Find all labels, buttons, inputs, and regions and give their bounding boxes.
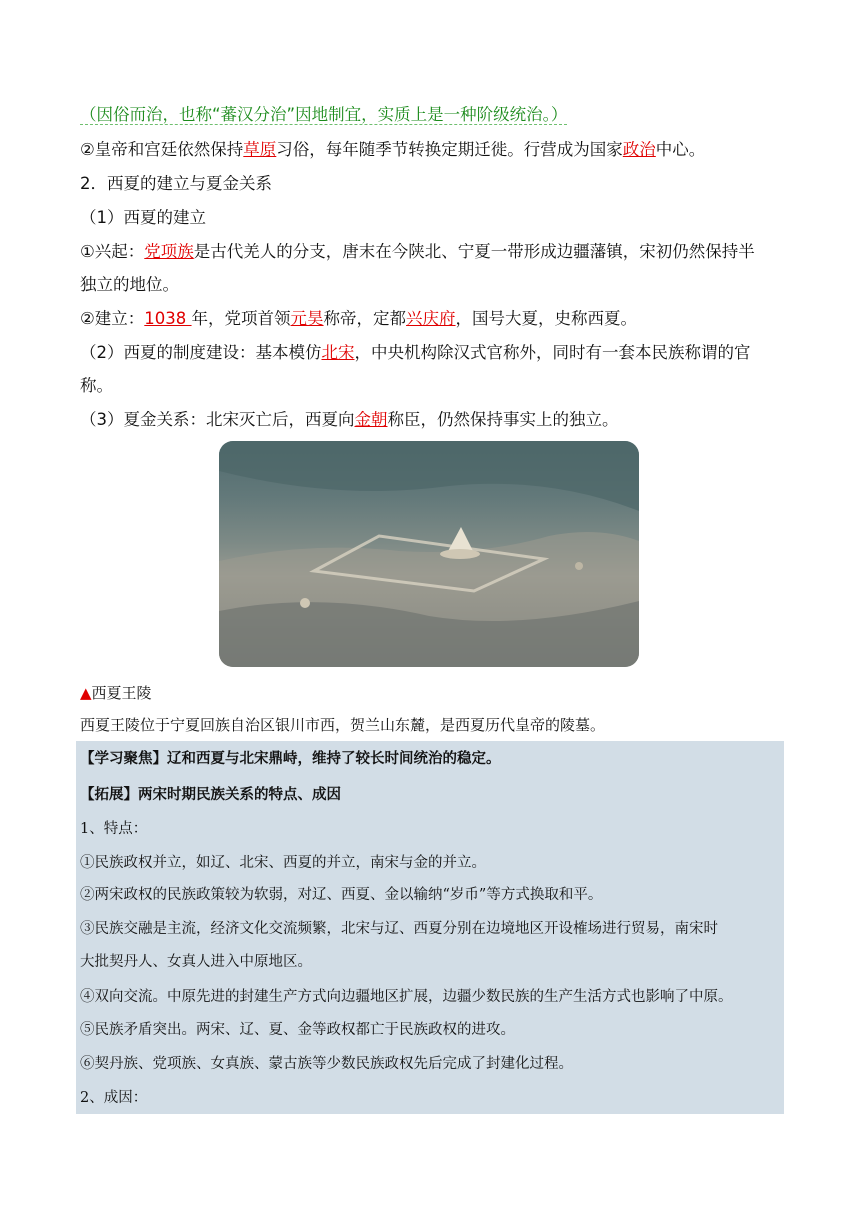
photo-description: 西夏王陵位于宁夏回族自治区银川市西，贺兰山东麓，是西夏历代皇帝的陵墓。 (80, 716, 606, 734)
text-segment: 是古代羌人的分支，唐末在今陕北、宁夏一带形成边疆藩镇，宋初仍然保持半 (193, 242, 755, 261)
causes-title: 2、成因： (80, 1090, 148, 1106)
text-segment: ②皇帝和宫廷依然保持 (80, 140, 244, 159)
feature-item: ③民族交融是主流，经济文化交流频繁，北宋与辽、西夏分别在边境地区开设榷场进行贸易，南宋时 (80, 921, 718, 937)
text-segment: ，中央机构除汉式官称外，同时有一套本民族称谓的官 (354, 343, 751, 362)
small-mound (300, 598, 310, 608)
feature-item: ⑤民族矛盾突出。两宋、辽、夏、金等政权都亡于民族政权的进攻。 (80, 1022, 515, 1038)
note-line (80, 104, 784, 126)
keyword-grassland: 草原 (243, 140, 277, 159)
rise-paragraph-cont: 独立的地位。 (80, 275, 179, 294)
text-segment: ，国号大夏，史称西夏。 (455, 309, 638, 328)
text-segment: ①兴起： (80, 242, 145, 261)
institutions-paragraph (80, 342, 784, 364)
text-segment: 习俗，每年随季节转换定期迁徙。行营成为国家 (276, 140, 623, 159)
keyword-northern-song: 北宋 (321, 343, 355, 362)
small-mound (575, 562, 583, 570)
rise-paragraph (80, 241, 784, 263)
text-segment: 中心。 (655, 140, 706, 159)
keyword-politics: 政治 (622, 140, 656, 159)
distant-hills (219, 441, 639, 511)
western-xia-tombs-photo (219, 441, 639, 667)
keyword-jin: 金朝 (354, 410, 388, 429)
text-segment: 称帝，定都 (323, 309, 407, 328)
keyword-xingqing: 兴庆府 (406, 309, 456, 328)
feature-item: ②两宋政权的民族政策较为软弱，对辽、西夏、金以输纳“岁币”等方式换取和平。 (80, 887, 603, 903)
xia-jin-paragraph (80, 409, 784, 431)
feature-item: ⑥契丹族、党项族、女真族、蒙古族等少数民族政权先后完成了封建化过程。 (80, 1056, 573, 1072)
text-segment: 称臣，仍然保持事实上的独立。 (387, 410, 619, 429)
triangle-marker-icon: ▲ (80, 684, 92, 702)
extension-title: 【拓展】两宋时期民族关系的特点、成因 (80, 786, 341, 803)
features-title: 1、特点： (80, 821, 148, 837)
institutions-paragraph-cont: 称。 (80, 376, 113, 395)
keyword-year: 1038 (144, 309, 192, 328)
caption-text: 西夏王陵 (91, 684, 152, 702)
feature-item: ①民族政权并立，如辽、北宋、西夏的并立，南宋与金的并立。 (80, 855, 486, 871)
mound-base (440, 549, 480, 559)
keyword-dangxiang: 党项族 (144, 242, 194, 261)
paragraph-grassland-custom (80, 139, 784, 161)
feature-item: ④双向交流。中原先进的封建生产方式向边疆地区扩展，边疆少数民族的生产生活方式也影响了中原。 (80, 989, 733, 1005)
keyword-yuanhao: 元昊 (290, 309, 324, 328)
subsection1-title: （1）西夏的建立 (80, 208, 206, 227)
text-segment: 年，党项首领 (191, 309, 291, 328)
text-segment: （3）夏金关系：北宋灭亡后，西夏向 (80, 410, 355, 429)
text-segment: （2）西夏的制度建设：基本模仿 (80, 343, 322, 362)
text-segment: ②建立： (80, 309, 145, 328)
tomb-landscape-illustration (219, 441, 639, 667)
photo-caption (80, 682, 784, 704)
learning-focus: 【学习聚焦】辽和西夏与北宋鼎峙，维持了较长时间统治的稳定。 (80, 750, 501, 767)
feature-item-cont: 大批契丹人、女真人进入中原地区。 (80, 954, 312, 970)
founding-paragraph (80, 308, 784, 330)
section2-title: 2．西夏的建立与夏金关系 (80, 174, 272, 193)
green-annotation: （因俗而治，也称“蕃汉分治”因地制宜，实质上是一种阶级统治。） (80, 105, 568, 124)
